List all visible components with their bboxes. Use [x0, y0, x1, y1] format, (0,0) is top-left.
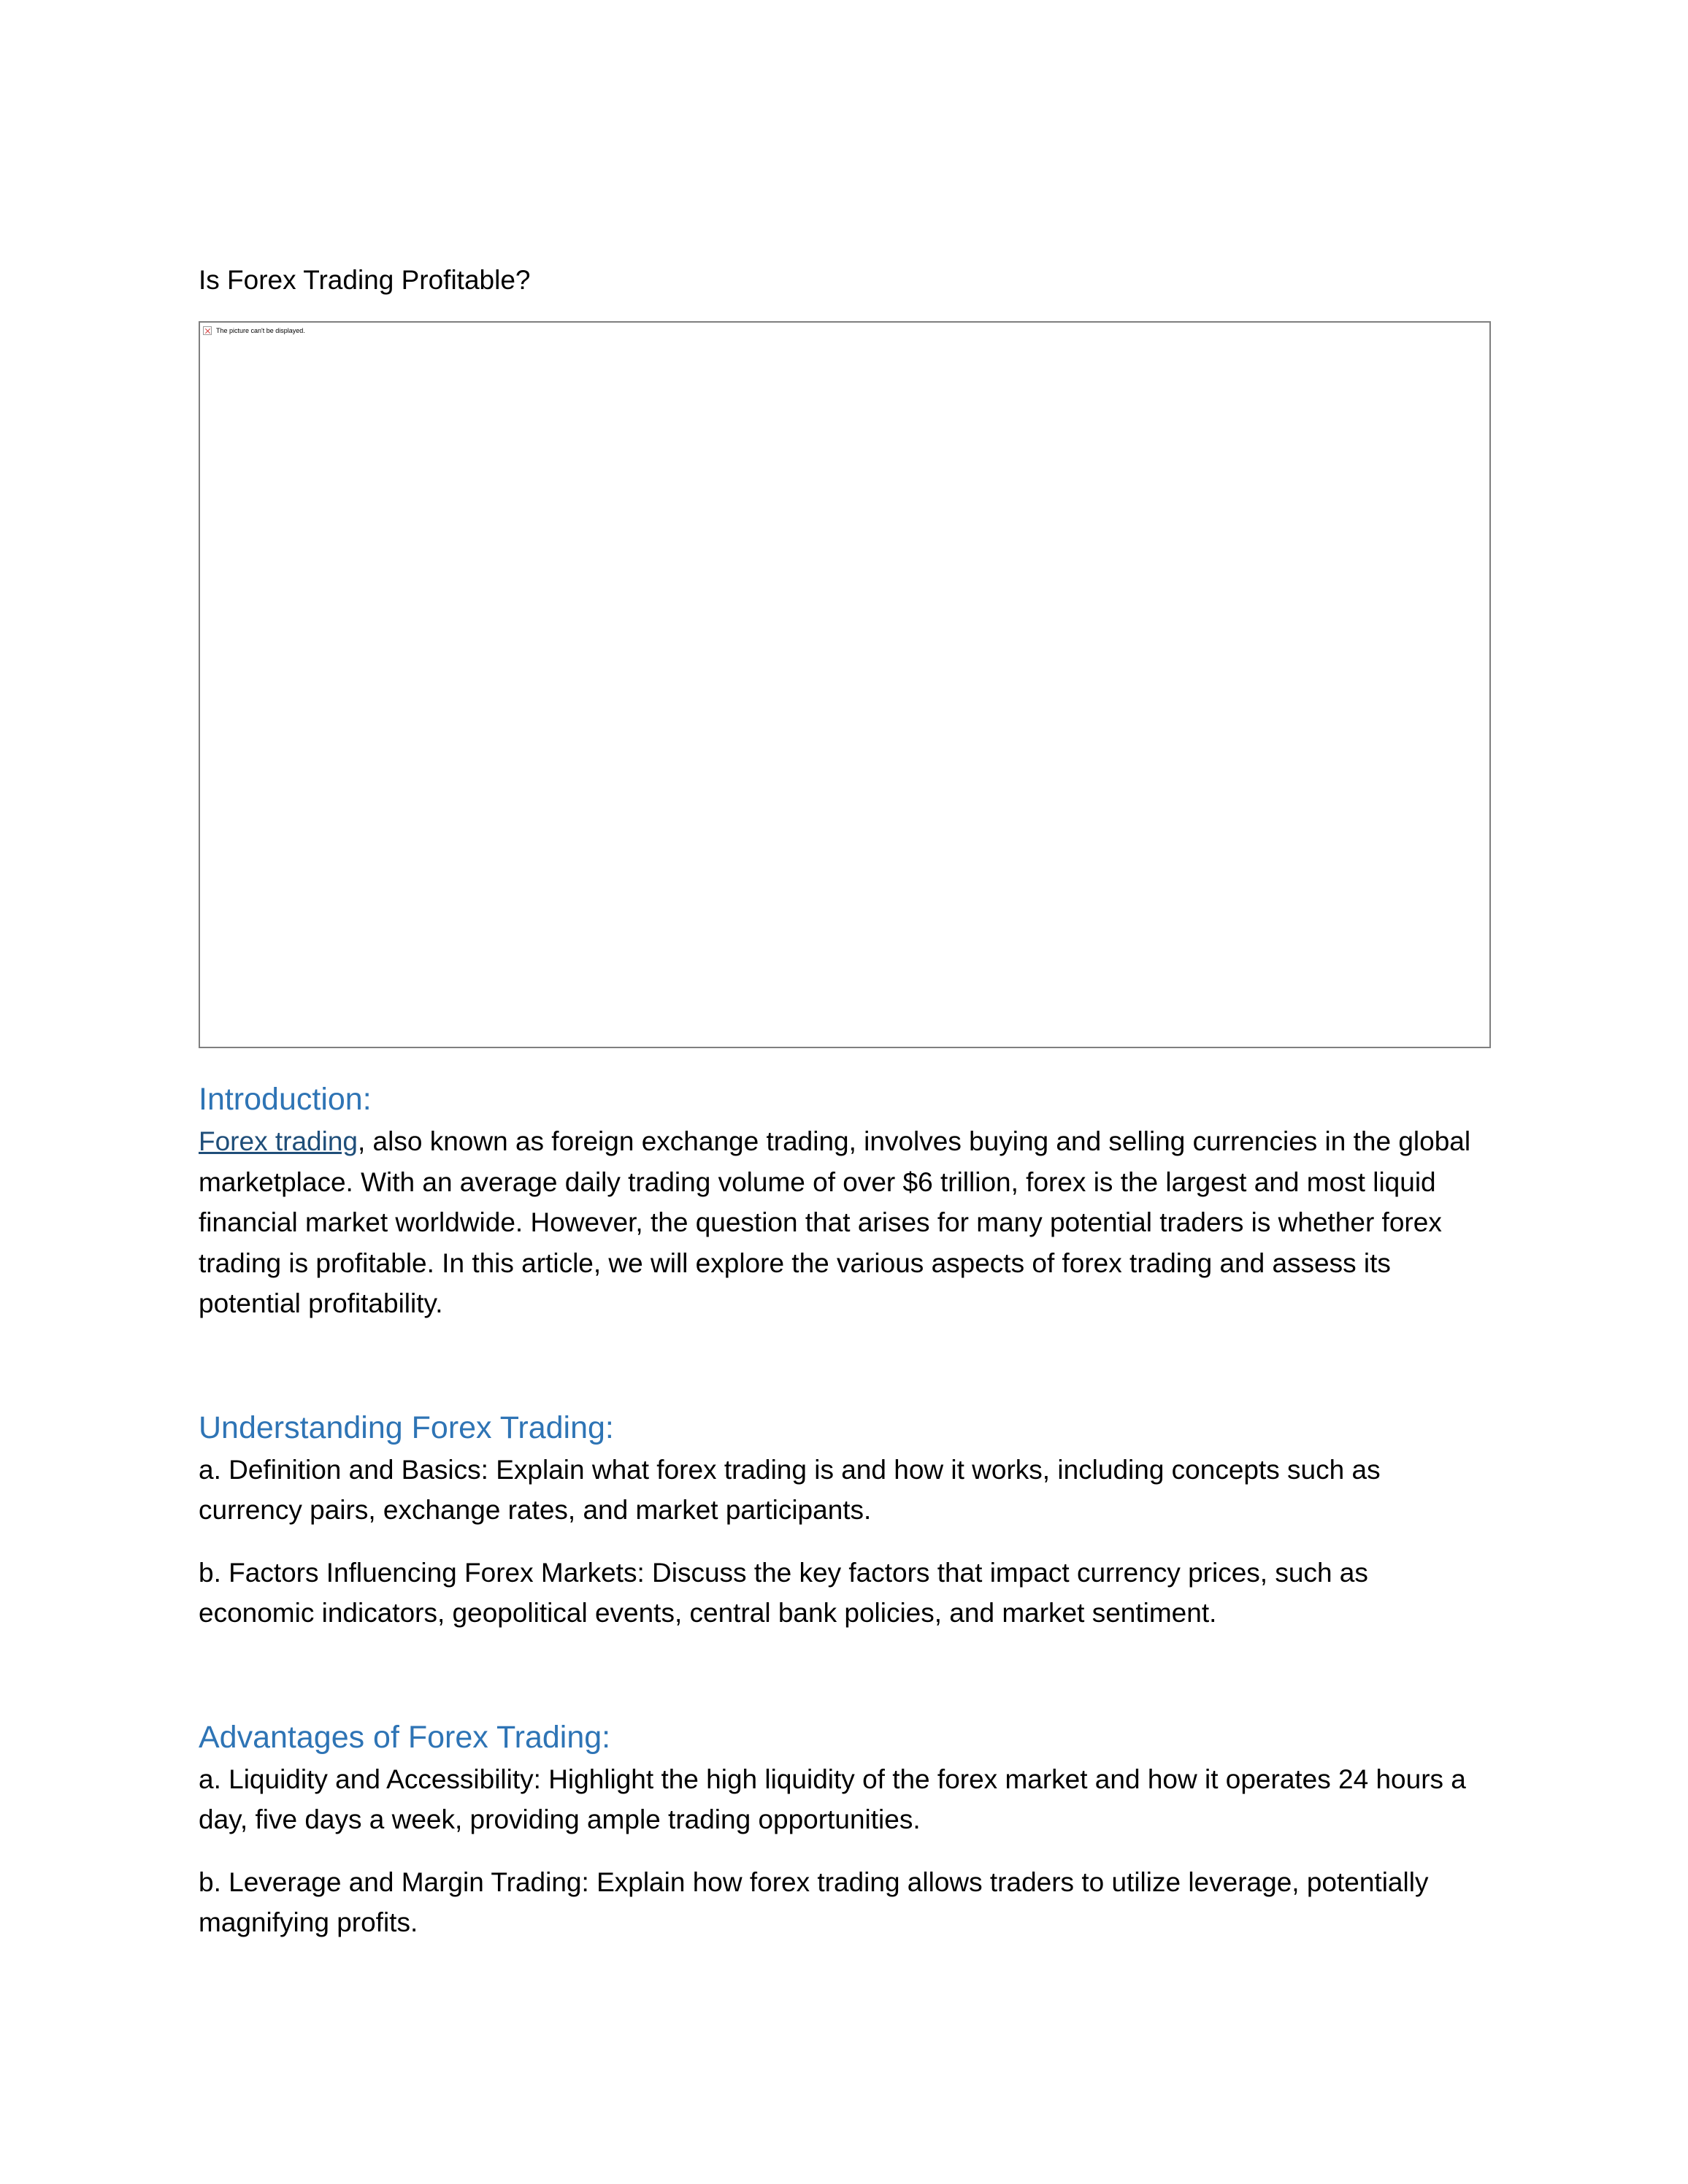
introduction-paragraph	[199, 1121, 1491, 1324]
advantages-heading: Advantages of Forex Trading:	[199, 1719, 611, 1755]
document-content	[199, 257, 1491, 1943]
introduction-paragraph-text: , also known as foreign exchange trading, involves buying and selling currencies in the global marketplace. With an average daily trading volume of over $6 trillion, forex is the largest and most liquid financial market worldwide. However, the question that arises for many potential traders is whether forex trading is profitable. In this article, we will explore the various aspects of forex trading and assess its potential profitability.	[199, 1126, 1471, 1318]
broken-image-icon	[203, 326, 212, 335]
advantages-paragraph-b: b. Leverage and Margin Trading: Explain how forex trading allows traders to utilize leverage, potentially magnifying profits.	[199, 1866, 1429, 1937]
understanding-paragraph-a: a. Definition and Basics: Explain what forex trading is and how it works, including concepts such as currency pairs, exchange rates, and market participants.	[199, 1454, 1381, 1525]
understanding-paragraph-b: b. Factors Influencing Forex Markets: Discuss the key factors that impact currency prices, such as economic indicators, geopolitical events, central bank policies, and market sentiment.	[199, 1557, 1368, 1628]
image-placeholder-frame	[199, 321, 1491, 1048]
section-advantages	[199, 1715, 1491, 1943]
section-introduction	[199, 1077, 1491, 1324]
introduction-heading: Introduction:	[199, 1082, 372, 1117]
understanding-heading: Understanding Forex Trading:	[199, 1410, 614, 1445]
broken-image-notice	[203, 326, 305, 336]
forex-trading-link[interactable]: Forex trading	[199, 1126, 358, 1156]
section-understanding	[199, 1406, 1491, 1634]
advantages-paragraph-a: a. Liquidity and Accessibility: Highlight the high liquidity of the forex market and how it operates 24 hours a day, five days a week, providing ample trading opportunities.	[199, 1764, 1466, 1834]
broken-image-text: The picture can't be displayed.	[216, 327, 305, 334]
document-title: Is Forex Trading Profitable?	[199, 265, 531, 295]
